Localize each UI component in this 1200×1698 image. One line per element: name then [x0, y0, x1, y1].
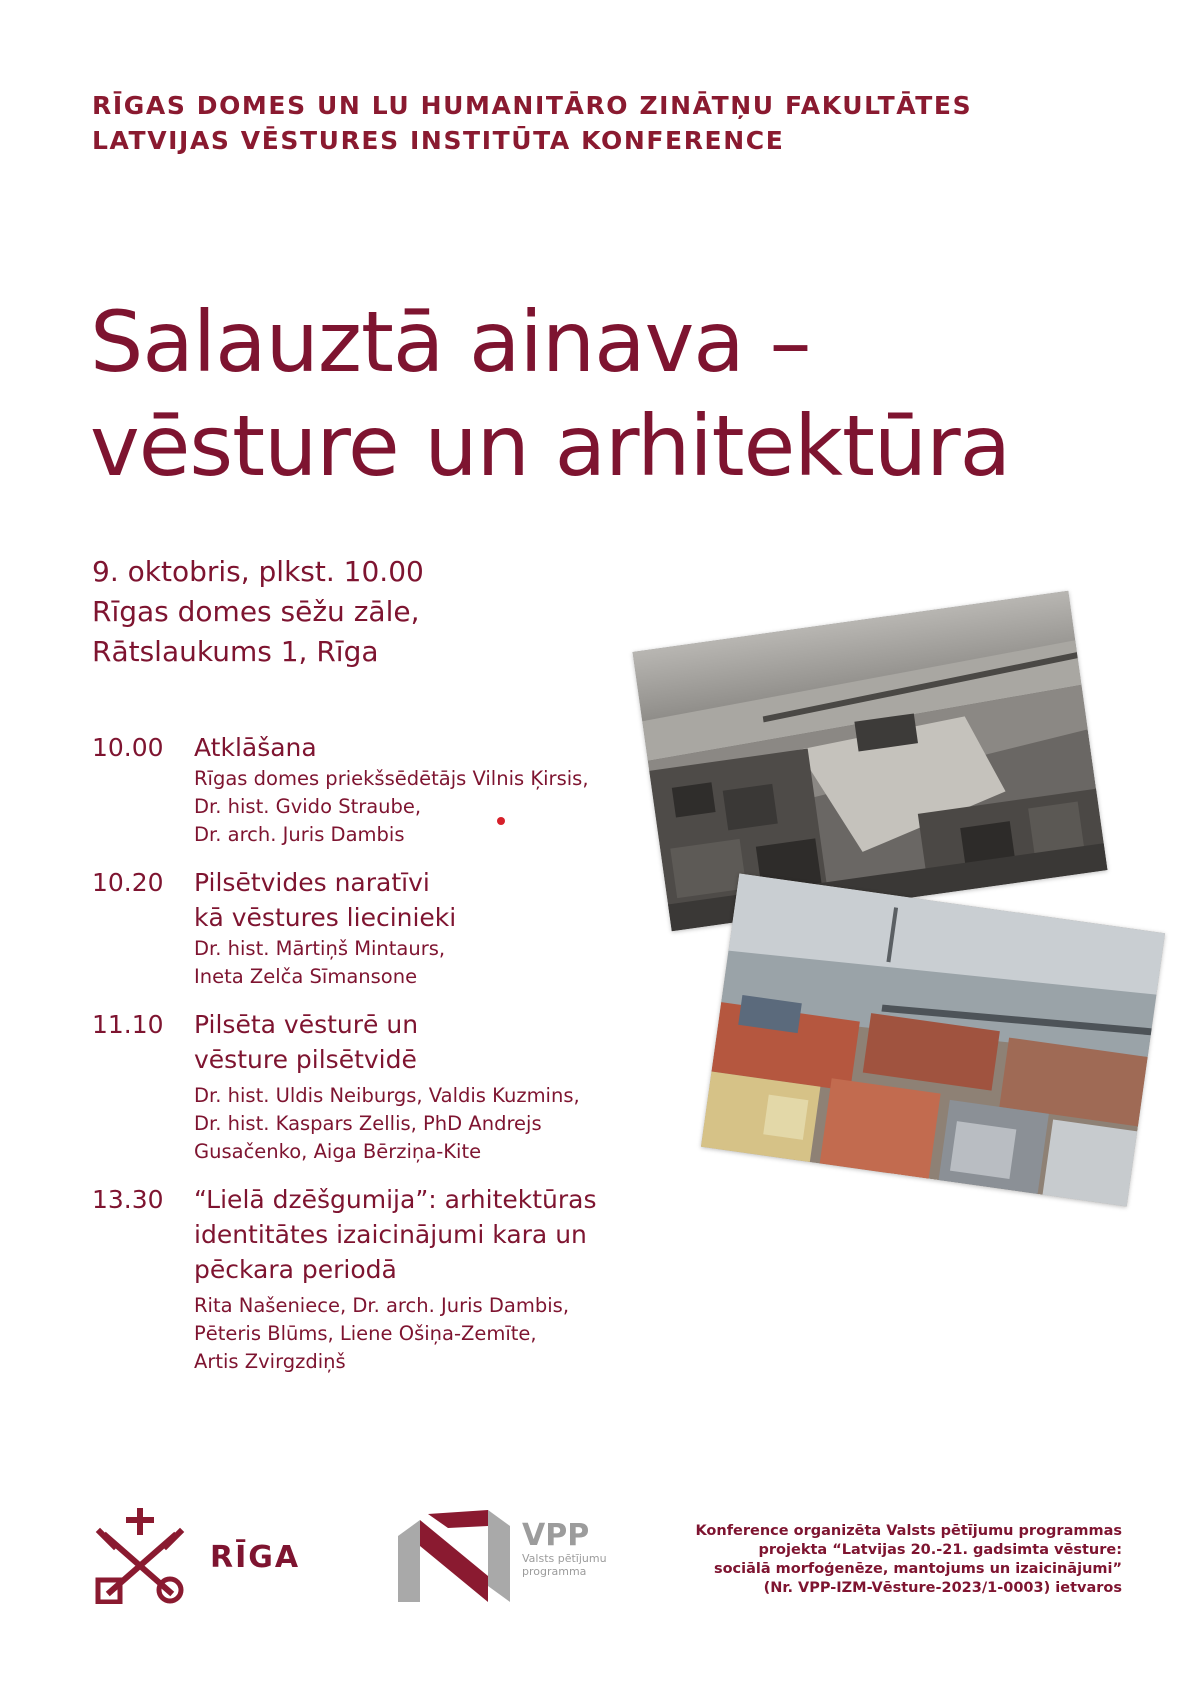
- session-speakers: Gusačenko, Aiga Bērziņa-Kite: [194, 1140, 482, 1163]
- session-title: Pilsētvides naratīvi: [194, 868, 430, 897]
- riga-label: RĪGA: [210, 1540, 301, 1575]
- program-list: [92, 730, 652, 1392]
- program-session-3: [92, 1007, 652, 1166]
- session-speakers: Dr. hist. Gvido Straube,: [194, 795, 422, 818]
- organizer-line-1: RĪGAS DOMES UN LU HUMANITĀRO ZINĀTŅU FAKULTĀTES: [92, 91, 973, 120]
- title-line-1: Salauztā ainava –: [90, 293, 811, 391]
- session-title: kā vēstures liecinieki: [194, 903, 457, 932]
- session-title: Atklāšana: [194, 733, 317, 762]
- crossed-keys-icon: [92, 1508, 188, 1604]
- program-session-1: [92, 730, 652, 849]
- session-speakers: Pēteris Blūms, Liene Ošiņa-Zemīte,: [194, 1322, 537, 1345]
- session-speakers: Ineta Zelča Sīmansone: [194, 965, 418, 988]
- funding-note-line-3: sociālā morfoģenēze, mantojums un izaicinājumi”: [713, 1561, 1122, 1577]
- session-speakers: Rita Našeniece, Dr. arch. Juris Dambis,: [194, 1294, 570, 1317]
- vpp-emblem-icon: [388, 1506, 516, 1606]
- vpp-abbreviation: VPP: [522, 1518, 590, 1553]
- session-time: 13.30: [92, 1185, 164, 1214]
- funding-note: [652, 1522, 1122, 1598]
- vpp-logo: [388, 1506, 516, 1610]
- funding-note-line-2: projekta “Latvijas 20.-21. gadsimta vēsture:: [758, 1542, 1122, 1558]
- program-session-4: [92, 1182, 652, 1376]
- vpp-name-line-1: Valsts pētījumu: [522, 1552, 607, 1565]
- session-title: pēckara periodā: [194, 1255, 397, 1284]
- vpp-text: [522, 1520, 607, 1578]
- historic-riga-photo: [633, 591, 1108, 931]
- program-session-2: [92, 865, 652, 991]
- event-venue: Rīgas domes sēžu zāle,: [92, 595, 420, 628]
- session-title: identitātes izaicinājumi kara un: [194, 1220, 587, 1249]
- session-title: “Lielā dzēšgumija”: arhitektūras: [194, 1185, 597, 1214]
- event-info: [92, 552, 424, 672]
- session-time: 11.10: [92, 1010, 164, 1039]
- session-speakers: Rīgas domes priekšsēdētājs Vilnis Ķirsis,: [194, 767, 589, 790]
- event-address: Rātslaukums 1, Rīga: [92, 635, 379, 668]
- event-date: 9. oktobris, plkst. 10.00: [92, 555, 424, 588]
- session-time: 10.20: [92, 868, 164, 897]
- vpp-name-line-2: programma: [522, 1565, 587, 1578]
- session-speakers: Artis Zvirgzdiņš: [194, 1350, 346, 1373]
- title-line-2: vēsture un arhitektūra: [90, 397, 1011, 495]
- modern-riga-photo: [701, 873, 1165, 1206]
- conference-title: [90, 290, 1010, 498]
- organizer-header: [92, 88, 972, 158]
- organizer-line-2: LATVIJAS VĒSTURES INSTITŪTA KONFERENCE: [92, 126, 785, 155]
- session-speakers: Dr. hist. Mārtiņš Mintaurs,: [194, 937, 446, 960]
- funding-note-line-1: Konference organizēta Valsts pētījumu programmas: [695, 1523, 1122, 1539]
- riga-keys-logo: [92, 1508, 188, 1608]
- session-title: vēsture pilsētvidē: [194, 1045, 417, 1074]
- session-speakers: Dr. hist. Uldis Neiburgs, Valdis Kuzmins,: [194, 1084, 580, 1107]
- session-time: 10.00: [92, 733, 164, 762]
- session-title: Pilsēta vēsturē un: [194, 1010, 419, 1039]
- session-speakers: Dr. hist. Kaspars Zellis, PhD Andrejs: [194, 1112, 542, 1135]
- decorative-dot: [497, 817, 505, 825]
- session-speakers: Dr. arch. Juris Dambis: [194, 823, 405, 846]
- funding-note-line-4: (Nr. VPP-IZM-Vēsture-2023/1-0003) ietvaros: [763, 1580, 1122, 1596]
